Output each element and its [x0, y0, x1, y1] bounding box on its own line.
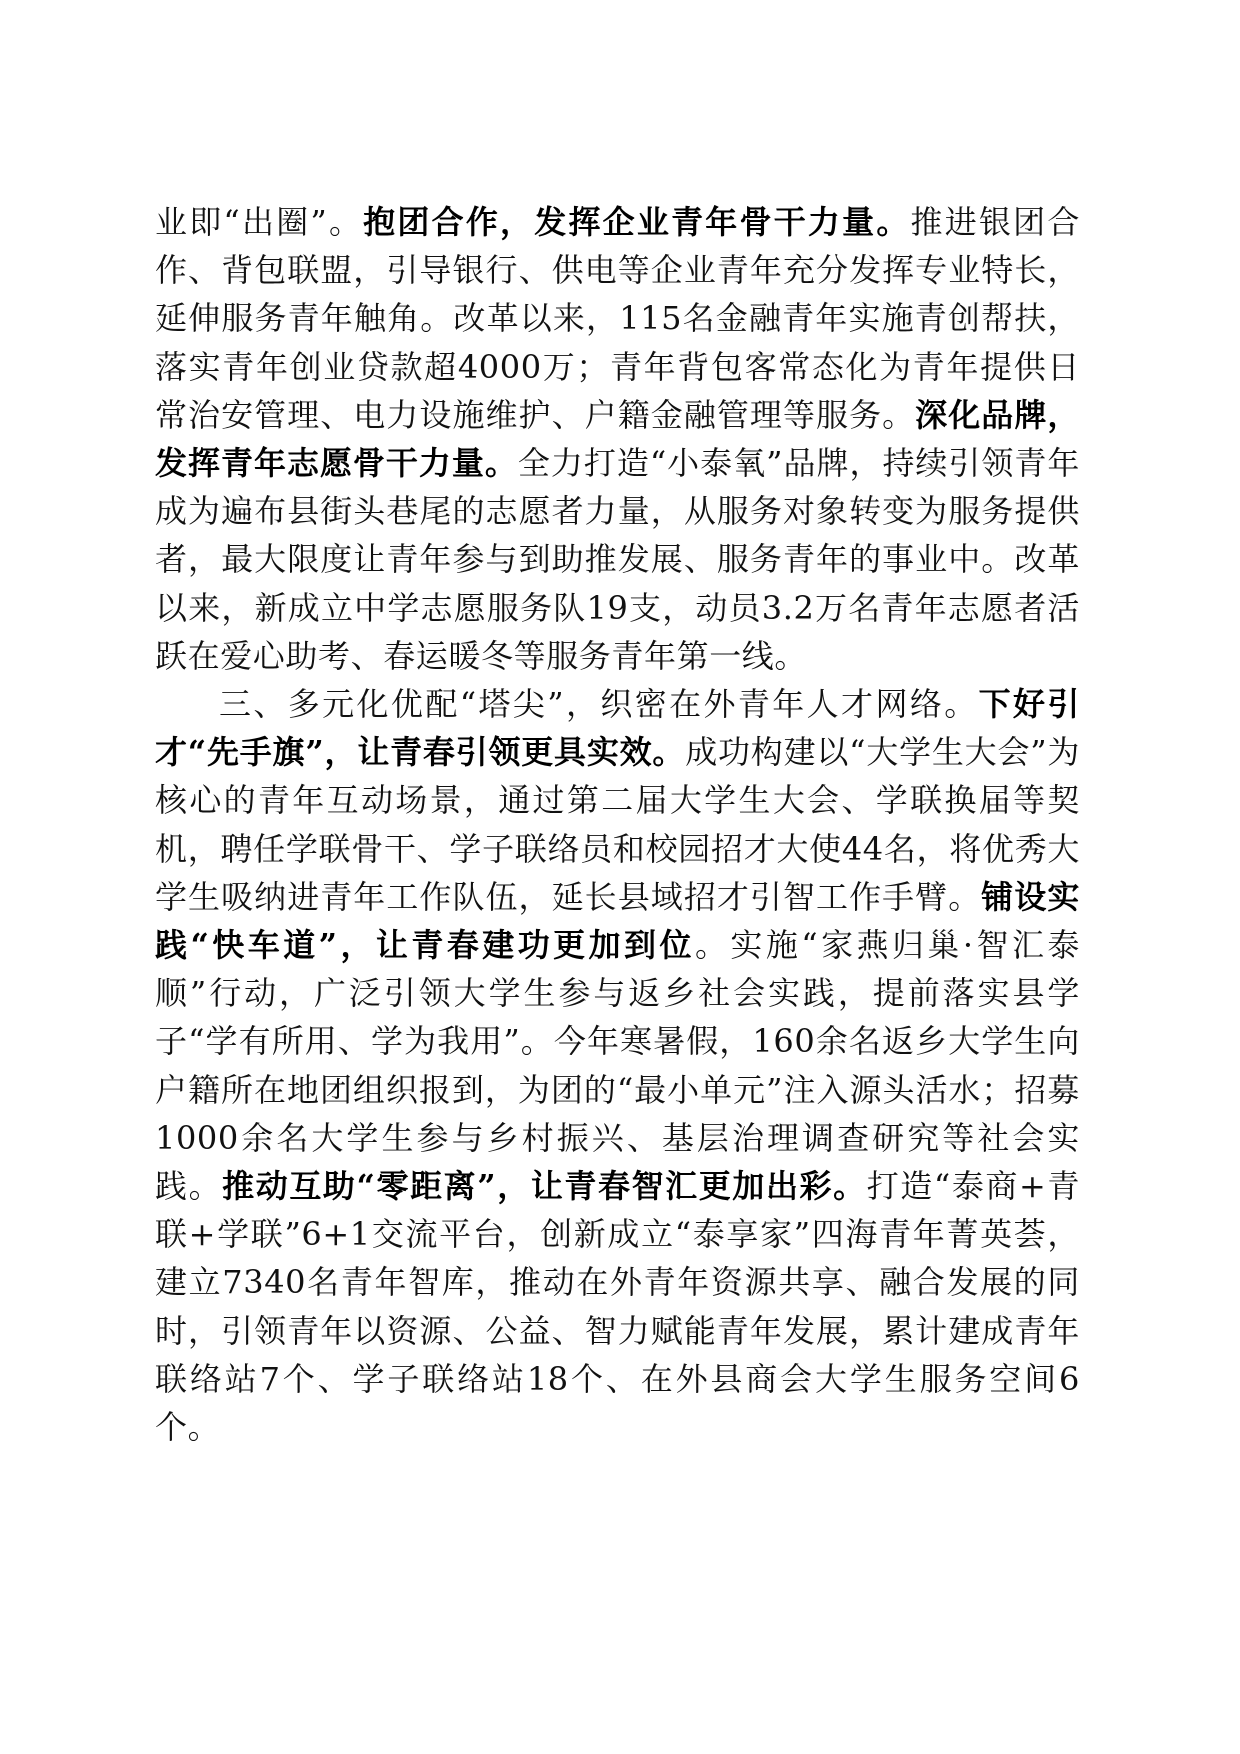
text-run: 全力打造“小泰氧”品牌，持续引领青年成为遍布县街头巷尾的志愿者力量，从服务对象转变为服务提供者，最大限度让青年参与到助推发展、服务青年的事业中。改革以来，新成立中学志愿服务队19支，动员3.2万名青年志愿者活跃在爱心助考、春运暖冬等服务青年第一线。 — [155, 444, 1080, 675]
paragraph-section-three — [155, 680, 1080, 1451]
text-run: 。实施“家燕归巢·智汇泰顺”行动，广泛引领大学生参与返乡社会实践，提前落实县学子“学有所用、学为我用”。今年寒暑假，160余名返乡大学生向户籍所在地团组织报到，为团的“最小单元”注入源头活水；招募1000余名大学生参与乡村振兴、基层治理调查研究等社会实践。 — [155, 926, 1080, 1206]
bold-heading-volunteer-brand: 深化品牌，发挥青年志愿骨干力量。 — [155, 395, 1080, 483]
text-run: 业即“出圈”。 — [155, 203, 364, 241]
document-body — [155, 198, 1080, 1451]
section-heading: 三、多元化优配“塔尖”，织密在外青年人才网络。 — [219, 685, 979, 724]
bold-heading-mutual-aid: 推动互助“零距离”，让青春智汇更加出彩。 — [222, 1167, 867, 1206]
paragraph-youth-forces — [155, 198, 1080, 680]
bold-heading-enterprise-youth: 抱团合作，发挥企业青年骨干力量。 — [363, 203, 911, 241]
bold-heading-talent-recruitment: 下好引才“先手旗”，让青春引领更具实效。 — [155, 685, 1080, 772]
bold-heading-practice-fast-lane: 铺设实践“快车道”，让青春建功更加到位 — [155, 877, 1080, 965]
text-run: 打造“泰商+青联+学联”6+1交流平台，创新成立“泰享家”四海青年菁英荟，建立7340名青年智库，推动在外青年资源共享、融合发展的同时，引领青年以资源、公益、智力赋能青年发展，累计建成青年联络站7个、学子联络站18个、在外县商会大学生服务空间6个。 — [155, 1167, 1080, 1447]
text-run: 推进银团合作、背包联盟，引导银行、供电等企业青年充分发挥专业特长，延伸服务青年触角。改革以来，115名金融青年实施青创帮扶，落实青年创业贷款超4000万；青年背包客常态化为青年提供日常治安管理、电力设施维护、户籍金融管理等服务。 — [155, 203, 1080, 434]
text-run: 成功构建以“大学生大会”为核心的青年互动场景，通过第二届大学生大会、学联换届等契机，聘任学联骨干、学子联络员和校园招才大使44名，将优秀大学生吸纳进青年工作队伍，延长县域招才引智工作手臂。 — [155, 733, 1080, 916]
